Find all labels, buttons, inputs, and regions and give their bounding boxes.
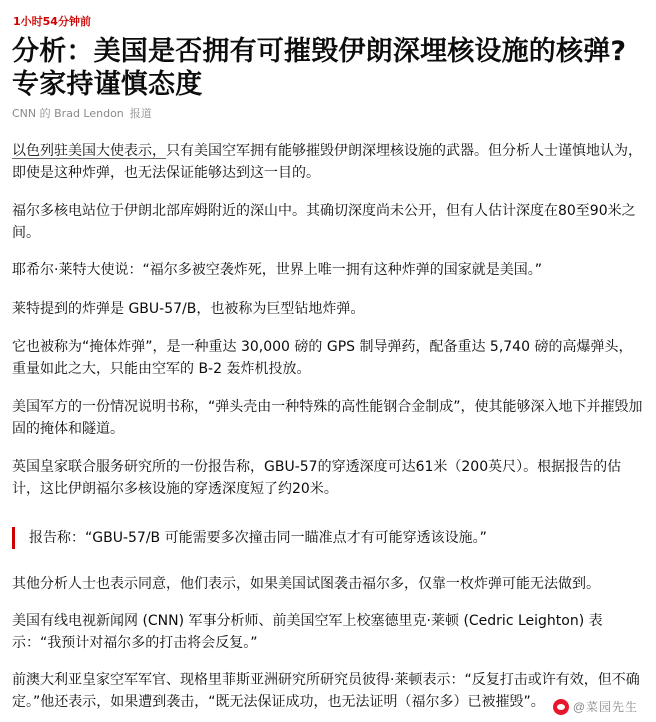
watermark-text: @菜园先生 (572, 700, 638, 714)
paragraph-8: 其他分析人士也表示同意，他们表示，如果美国试图袭击福尔多，仅靠一枚炸弹可能无法做到。 (12, 576, 600, 592)
paragraph-7: 英国皇家联合服务研究所的一份报告称，GBU-57的穿透深度可达61米（200英尺）。根据报告的估计，这比伊朗福尔多核设施的穿透深度短了约20米。 (12, 459, 622, 497)
watermark (549, 697, 642, 717)
paragraph-5: 它也被称为“掩体炸弹”，是一种重达 30,000 磅的 GPS 制导弹药，配备重达 5,740 磅的高爆弹头，重量如此之大，只能由空军的 B-2 轰炸机投放。 (12, 339, 633, 377)
byline (12, 107, 152, 121)
timestamp: 1小时54分钟前 (13, 15, 91, 28)
paragraph-4: 莱特提到的炸弹是 GBU-57/B，也被称为巨型钻地炸弹。 (12, 301, 365, 317)
byline-suffix: 报道 (129, 107, 152, 120)
headline: 分析：美国是否拥有可摧毁伊朗深埋核设施的核弹?专家持谨慎态度 (12, 36, 627, 100)
paragraph-1-text: 只有美国空军拥有能够摧毁伊朗深埋核设施的武器。但分析人士谨慎地认为，即使是这种炸弹，也无法保证能够达到这一目的。 (12, 143, 642, 181)
paragraph-3: 耶希尔·莱特大使说：“福尔多被空袭炸死，世界上唯一拥有这种炸弹的国家就是美国。” (12, 262, 542, 278)
ambassador-link[interactable]: 以色列驻美国大使表示， (12, 143, 166, 159)
weibo-logo-icon (553, 699, 569, 715)
pull-quote: 报告称：“GBU-57/B 可能需要多次撞击同一瞄准点才有可能穿透该设施。” (12, 527, 644, 549)
paragraph-1 (12, 140, 644, 184)
paragraph-2: 福尔多核电站位于伊朗北部库姆附近的深山中。其确切深度尚未公开，但有人估计深度在80至90米之间。 (12, 203, 636, 241)
byline-source[interactable]: CNN 的 Brad Lendon (12, 107, 124, 120)
paragraph-10: 前澳大利亚皇家空军军官、现格里菲斯亚洲研究所研究员彼得·莱顿表示：“反复打击或许有效，但不确定。”他还表示，如果遭到袭击，“既无法保证成功，也无法证明（福尔多）已被摧毁”。 (12, 672, 640, 710)
paragraph-6: 美国军方的一份情况说明书称，“弹头壳由一种特殊的高性能钢合金制成”，使其能够深入地下并摧毁加固的掩体和隧道。 (12, 399, 643, 437)
paragraph-9: 美国有线电视新闻网 (CNN) 军事分析师、前美国空军上校塞德里克·莱顿 (Cedric Leighton) 表示：“我预计对福尔多的打击将会反复。” (12, 613, 603, 651)
